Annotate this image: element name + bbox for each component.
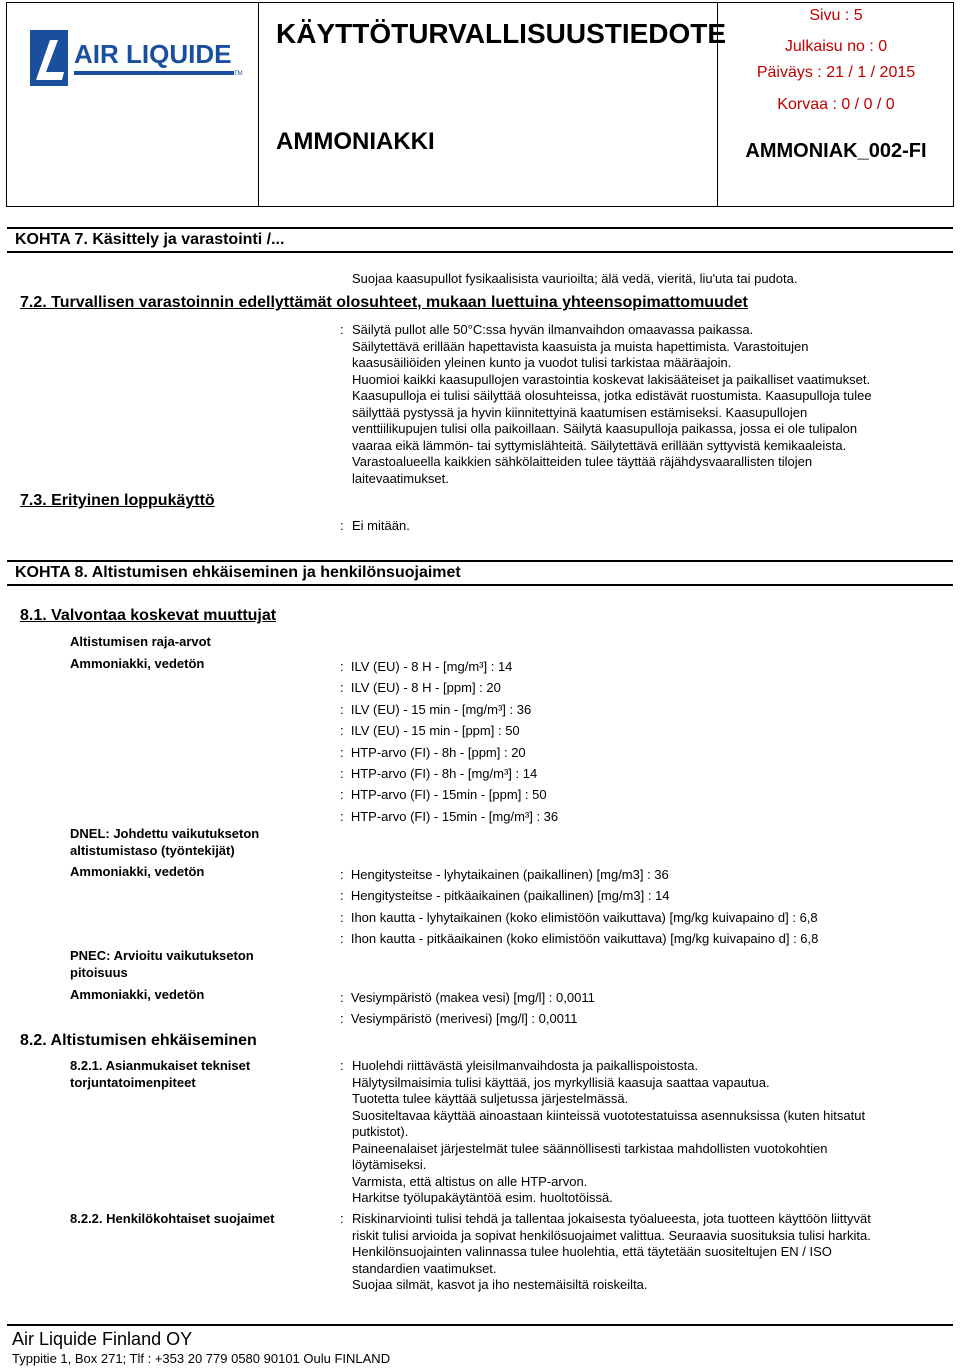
section-8-title: KOHTA 8. Altistumisen ehkäiseminen ja henkilönsuojaimet xyxy=(15,564,461,581)
issue-date: Päiväys : 21 / 1 / 2015 xyxy=(756,64,916,81)
dnel-substance: Ammoniakki, vedetön xyxy=(70,864,205,879)
text-line: Huomioi kaikki kaasupullojen varastointia koskevat lakisääteiset ja paikalliset vaatimukset. xyxy=(352,371,871,387)
dnel-values xyxy=(340,864,950,950)
limits-heading: Altistumisen raja-arvot xyxy=(70,634,211,649)
text-line: riskit tulisi arvioida ja sopivat henkilösuojaimet valittua. Seuraavia suosituksia tulisi harkita. xyxy=(352,1227,871,1243)
text-line: Riskinarviointi tulisi tehdä ja tallentaa jokaisesta työalueesta, jota tuotteen käyttöön liittyvät xyxy=(352,1211,871,1226)
dnel-value: : Ihon kautta - lyhytaikainen (koko elimistöön vaikuttava) [mg/kg kuivapaino d] : 6,8 xyxy=(340,909,818,925)
text-line: kaasusäiliöiden yleinen kunto ja vuodot tulisi tarkistaa määräajoin. xyxy=(352,355,732,370)
limit-value: : ILV (EU) - 15 min - [ppm] : 50 xyxy=(340,723,520,739)
text-line: löytämiseksi. xyxy=(352,1157,427,1172)
section-7-3-colon: : xyxy=(340,518,344,533)
text-line: Varmista, että altistus on alle HTP-arvon. xyxy=(352,1173,588,1189)
limit-value: : ILV (EU) - 15 min - [mg/m³] : 36 xyxy=(340,701,532,717)
text-line: Paineenalaiset järjestelmät tulee säännöllisesti tarkistaa mahdollisten vuotokohtien xyxy=(352,1140,828,1156)
text-line: Suositeltavaa käyttää ainoastaan kiinteissä vuototestatuissa asennuksissa (kuten hitsatut xyxy=(352,1107,866,1123)
limit-value: : HTP-arvo (FI) - 15min - [ppm] : 50 xyxy=(340,787,547,803)
air-liquide-logo xyxy=(28,26,243,88)
product-name: AMMONIAKKI xyxy=(276,128,435,155)
text-line: Säilytä pullot alle 50°C:ssa hyvän ilmanvaihdon omaavassa paikassa. xyxy=(352,322,754,337)
issue-number: Julkaisu no : 0 xyxy=(784,38,888,55)
dnel-heading-line: DNEL: Johdettu vaikutukseton xyxy=(70,826,260,841)
section-7-intro: Suojaa kaasupullot fysikaalisista vaurioilta; älä vedä, vieritä, liu'uta tai pudota. xyxy=(352,271,798,286)
text-line: standardien vaatimukset. xyxy=(352,1260,497,1276)
pnec-heading-line: pitoisuus xyxy=(70,964,128,980)
text-line: Varastoalueella kaikkien sähkölaitteiden tulee täyttää räjähdysvaarallisten tilojen xyxy=(352,454,813,469)
pnec-values xyxy=(340,987,940,1030)
text-line: laitevaatimukset. xyxy=(352,470,449,486)
brand-name: AIR LIQUIDE xyxy=(74,39,232,69)
pnec-substance: Ammoniakki, vedetön xyxy=(70,987,205,1002)
section-7-2-colon: : xyxy=(340,322,344,337)
brand-underline xyxy=(74,71,234,75)
limits-substance: Ammoniakki, vedetön xyxy=(70,656,205,671)
limit-value: : HTP-arvo (FI) - 8h - [ppm] : 20 xyxy=(340,744,526,760)
dnel-value: : Ihon kautta - pitkäaikainen (koko elimistöön vaikuttava) [mg/kg kuivapaino d] : 6,8 xyxy=(340,931,819,947)
section-8-1-title: 8.1. Valvontaa koskevat muuttujat xyxy=(20,607,277,624)
dnel-heading-line: altistumistaso (työntekijät) xyxy=(70,842,235,858)
limit-value: : HTP-arvo (FI) - 15min - [mg/m³] : 36 xyxy=(340,808,559,824)
text-line: säilyttää pystyssä ja hyvin kiinnitettyinä kaatumisen estämiseksi. Kaasupullojen xyxy=(352,404,808,420)
dnel-value: : Hengitysteitse - lyhytaikainen (paikallinen) [mg/m3] : 36 xyxy=(340,867,669,882)
dnel-heading xyxy=(70,826,259,859)
text-line: Huolehdi riittävästä yleisilmanvaihdosta ja paikallispoistosta. xyxy=(352,1058,699,1073)
limit-value: : HTP-arvo (FI) - 8h - [mg/m³] : 14 xyxy=(340,766,538,782)
text-line: Harkitse työlupakäytäntöä esim. huoltotöissä. xyxy=(352,1190,613,1205)
section-8-2-title: 8.2. Altistumisen ehkäiseminen xyxy=(20,1032,257,1049)
text-line: Hälytysilmaisimia tulisi käyttää, jos myrkyllisiä kaasuja saattaa vapautua. xyxy=(352,1074,770,1090)
air-liquide-logo-icon xyxy=(28,26,72,88)
footer-address: Typpitie 1, Box 271; Tlf : +353 20 779 0580 90101 Oulu FINLAND xyxy=(12,1351,391,1366)
section-7-3-title: 7.3. Erityinen loppukäyttö xyxy=(20,492,215,509)
label-line: 8.2.1. Asianmukaiset tekniset xyxy=(70,1058,251,1073)
text-line: Henkilönsuojainten valinnassa tulee huolehtia, että täytetään suositeltujen EN / ISO xyxy=(352,1244,832,1259)
product-code: AMMONIAK_002-FI xyxy=(745,140,927,162)
section-8-2-2-colon: : xyxy=(340,1211,344,1226)
pnec-value: : Vesiympäristö (makea vesi) [mg/l] : 0,0011 xyxy=(340,990,595,1005)
footer-company: Air Liquide Finland OY xyxy=(12,1329,193,1349)
text-line: Suojaa silmät, kasvot ja iho nestemäisiltä roiskeilta. xyxy=(352,1277,648,1292)
trademark: TM xyxy=(234,71,243,77)
text-line: vaaraa eikä lämmön- tai syttymislähteitä. Säilytettävä erillään syttyvistä kemikaaleista. xyxy=(352,437,847,453)
section-8-2-1-colon: : xyxy=(340,1058,344,1073)
section-7-2-title: 7.2. Turvallisen varastoinnin edellyttämät olosuhteet, mukaan luettuina yhteensopimattomuudet xyxy=(20,294,748,311)
pnec-value: : Vesiympäristö (merivesi) [mg/l] : 0,0011 xyxy=(340,1011,578,1027)
section-8-bar xyxy=(7,560,953,586)
text-line: venttiilikupujen tulisi olla paikoillaan. Säilytä kaasupulloja paikassa, jossa ei ole tulipalon xyxy=(352,421,858,436)
limit-value: : ILV (EU) - 8 H - [mg/m³] : 14 xyxy=(340,659,513,674)
dnel-value: : Hengitysteitse - pitkäaikainen (paikallinen) [mg/m3] : 14 xyxy=(340,888,670,904)
limits-values xyxy=(340,656,940,827)
text-line: putkistot). xyxy=(352,1124,409,1139)
section-7-2-text xyxy=(352,322,952,487)
label-line: torjuntatoimenpiteet xyxy=(70,1074,196,1090)
section-8-2-1-text xyxy=(352,1058,952,1207)
header-divider-left xyxy=(258,2,259,207)
page-number: Sivu : 5 xyxy=(809,7,863,24)
text-line: Säilytettävä erillään hapettavista kaasuista ja muista hapettimista. Varastoitujen xyxy=(352,338,809,354)
section-7-bar xyxy=(7,227,953,253)
text-line: Tuotetta tulee käyttää suljetussa järjestelmässä. xyxy=(352,1091,629,1106)
section-7-3-value: Ei mitään. xyxy=(352,518,410,533)
document-title: KÄYTTÖTURVALLISUUSTIEDOTE xyxy=(276,18,727,49)
footer-rule xyxy=(7,1324,953,1326)
section-8-2-2-label: 8.2.2. Henkilökohtaiset suojaimet xyxy=(70,1211,275,1226)
limit-value: : ILV (EU) - 8 H - [ppm] : 20 xyxy=(340,680,501,696)
section-8-2-2-text xyxy=(352,1211,952,1294)
section-8-2-1-label xyxy=(70,1058,250,1091)
section-7-title: KOHTA 7. Käsittely ja varastointi /... xyxy=(15,231,285,248)
replaces: Korvaa : 0 / 0 / 0 xyxy=(777,96,895,113)
text-line: Kaasupulloja ei tulisi säilyttää olosuhteissa, jotka edistävät ruostumista. Kaasupulloja tulee xyxy=(352,388,872,403)
pnec-heading xyxy=(70,948,254,981)
pnec-heading-line: PNEC: Arvioitu vaikutukseton xyxy=(70,948,254,963)
